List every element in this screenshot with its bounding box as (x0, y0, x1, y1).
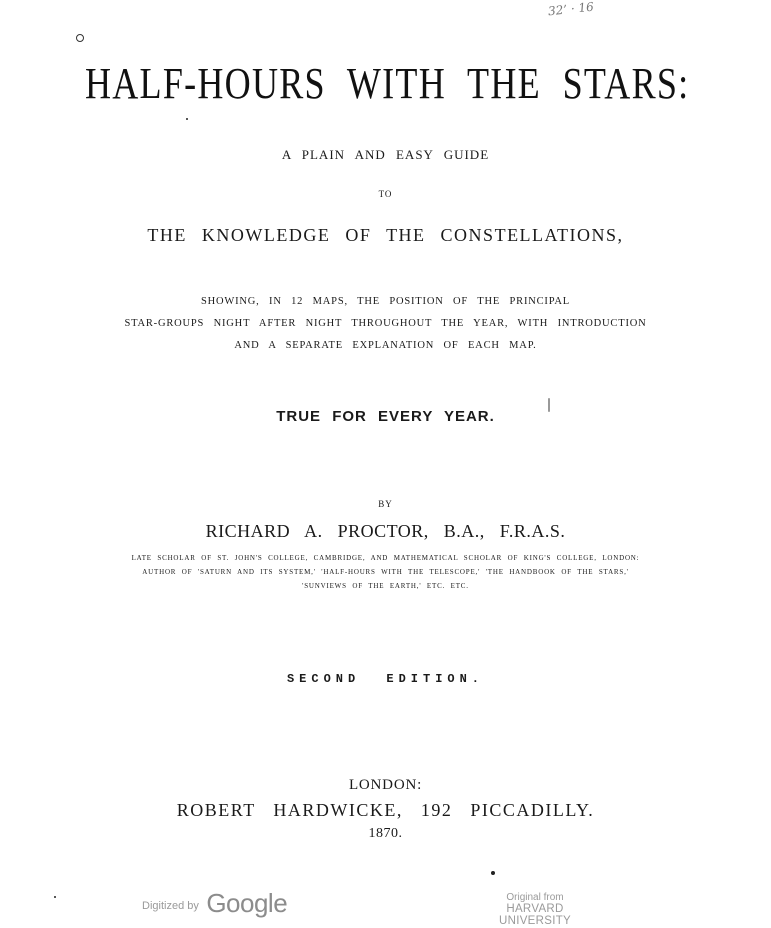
pencil-mark (548, 398, 550, 412)
subtitle-main: THE KNOWLEDGE OF THE CONSTELLATIONS, (147, 225, 624, 245)
google-logo: Google (206, 888, 288, 918)
ink-speck (491, 871, 495, 875)
by-label: BY (378, 499, 393, 509)
institution-name: HARVARD UNIVERSITY (498, 903, 571, 927)
author-name: RICHARD A. PROCTOR, B.A., F.R.A.S. (205, 521, 566, 541)
imprint-city: LONDON: (348, 777, 423, 793)
description-line-2: STAR-GROUPS NIGHT AFTER NIGHT THROUGHOUT THE YEAR, WITH INTRODUCTION (124, 318, 647, 329)
tagline: TRUE FOR EVERY YEAR. (276, 408, 495, 425)
handwritten-shelf-mark: 32’ · 16 (547, 0, 595, 19)
imprint-publisher: ROBERT HARDWICKE, 192 PICCADILLY. (176, 800, 595, 820)
digitized-by-watermark (142, 888, 287, 919)
book-title: HALF-HOURS WITH THE STARS: (84, 59, 690, 108)
author-credentials-line-1: LATE SCHOLAR OF ST. JOHN'S COLLEGE, CAMBRIDGE, AND MATHEMATICAL SCHOLAR OF KING'S COLLEGE, LONDON: (131, 554, 640, 562)
description-line-3: AND A SEPARATE EXPLANATION OF EACH MAP. (234, 340, 537, 351)
subtitle-line: A PLAIN AND EASY GUIDE (281, 147, 490, 162)
original-from-label: Original from (506, 892, 564, 903)
original-from-watermark (470, 892, 600, 927)
ink-speck (54, 896, 56, 898)
digitized-by-label: Digitized by (142, 900, 199, 912)
margin-mark (76, 34, 84, 42)
description-line-1: SHOWING, IN 12 MAPS, THE POSITION OF THE PRINCIPAL (201, 296, 570, 307)
author-credentials-line-2: AUTHOR OF 'SATURN AND ITS SYSTEM,' 'HALF-HOURS WITH THE TELESCOPE,' 'THE HANDBOOK OF THE STARS,' (142, 568, 629, 576)
imprint-year: 1870. (368, 826, 403, 841)
author-credentials-line-3: 'SUNVIEWS OF THE EARTH,' ETC. ETC. (302, 582, 469, 590)
ink-speck (186, 118, 188, 120)
subtitle-to: TO (378, 189, 393, 199)
edition-label: SECOND EDITION. (286, 672, 485, 686)
